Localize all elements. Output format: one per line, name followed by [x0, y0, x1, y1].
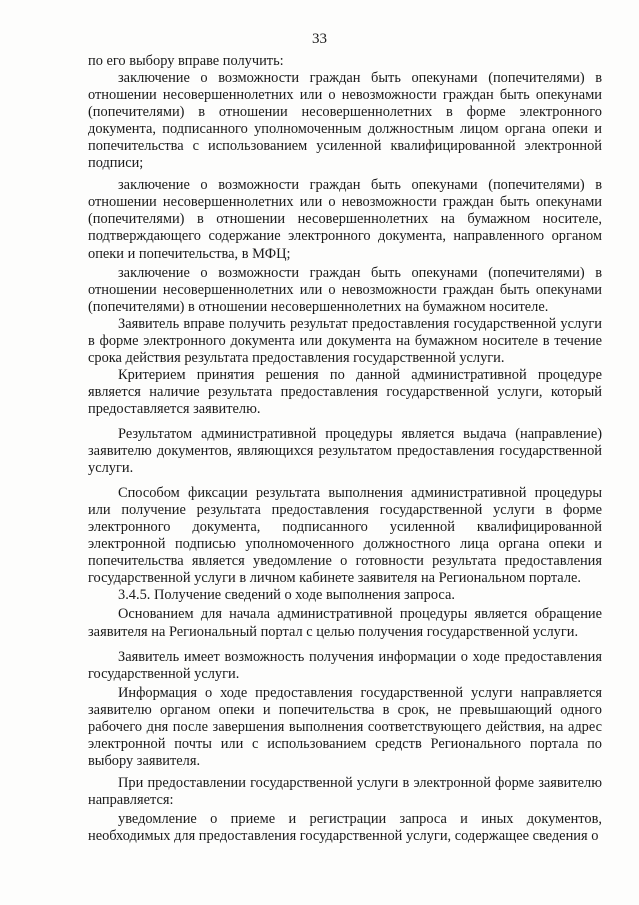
paragraph-procedure-basis: Основанием для начала административной процедуры является обращение заявителя на Региональный портал с целью получения государственной услуги.: [88, 606, 602, 640]
paragraph-receipt-notice: уведомление о приеме и регистрации запроса и иных документов, необходимых для предоставления государственной услуги, содержащее сведения о: [88, 810, 602, 845]
paragraph-section-heading: 3.4.5. Получение сведений о ходе выполнения запроса.: [118, 587, 455, 604]
paragraph-fixation-method: Способом фиксации результата выполнения административной процедуры или получение результата предоставления государственной услуги в форме электронного документа, подписанного усиленной квалифицированной электронной подписью уполномоченного должностного лица органа опеки и попечительства является уведомление о готовности результата предоставления государственной услуги в личном кабинете заявителя на Региональном портале.: [88, 485, 602, 587]
paragraph-option-mfc: заключение о возможности граждан быть опекунами (попечителями) в отношении несовершеннолетних или о невозможности граждан быть опекунами (попечителями) в отношении несовершеннолетних на бумажном носителе, подтверждающего содержание электронного документа, направленного органом опеки и попечительства, в МФЦ;: [88, 177, 602, 262]
paragraph-decision-criterion: Критерием принятия решения по данной административной процедуре является наличие результата предоставления государственной услуги, который предоставляется заявителю.: [88, 366, 602, 417]
paragraph-option-paper: заключение о возможности граждан быть опекунами (попечителями) в отношении несовершеннолетних или о невозможности граждан быть опекунами (попечителями) в отношении несовершеннолетних на бумажном носителе.: [88, 264, 602, 315]
paragraph-electronic-notice: При предоставлении государственной услуги в электронной форме заявителю направляется:: [88, 774, 602, 808]
paragraph-procedure-result: Результатом административной процедуры является выдача (направление) заявителю документов, являющихся результатом предоставления государственной услуги.: [88, 425, 602, 477]
paragraph-status-info: Заявитель имеет возможность получения информации о ходе предоставления государственной услуги.: [88, 648, 602, 682]
paragraph-status-delivery: Информация о ходе предоставления государственной услуги направляется заявителю органом опеки и попечительства в срок, не превышающий одного рабочего дня после завершения выполнения соответствующего действия, на адрес электронной почты или с использованием средств Регионального портала по выбору заявителя.: [88, 684, 602, 769]
document-body: [88, 53, 602, 845]
paragraph-intro: по его выбору вправе получить:: [88, 53, 284, 69]
page-number: 33: [312, 31, 327, 47]
paragraph-result-choice: Заявитель вправе получить результат предоставления государственной услуги в форме электронного документа или документа на бумажном носителе в течение срока действия результата предоставления государственной услуги.: [88, 315, 602, 366]
paragraph-option-electronic: заключение о возможности граждан быть опекунами (попечителями) в отношении несовершеннолетних или о невозможности граждан быть опекунами (попечителями) в отношении несовершеннолетних в форме электронного документа, подписанного уполномоченным должностным лицом органа опеки и попечительства с использованием усиленной квалифицированной электронной подписи;: [88, 70, 602, 172]
